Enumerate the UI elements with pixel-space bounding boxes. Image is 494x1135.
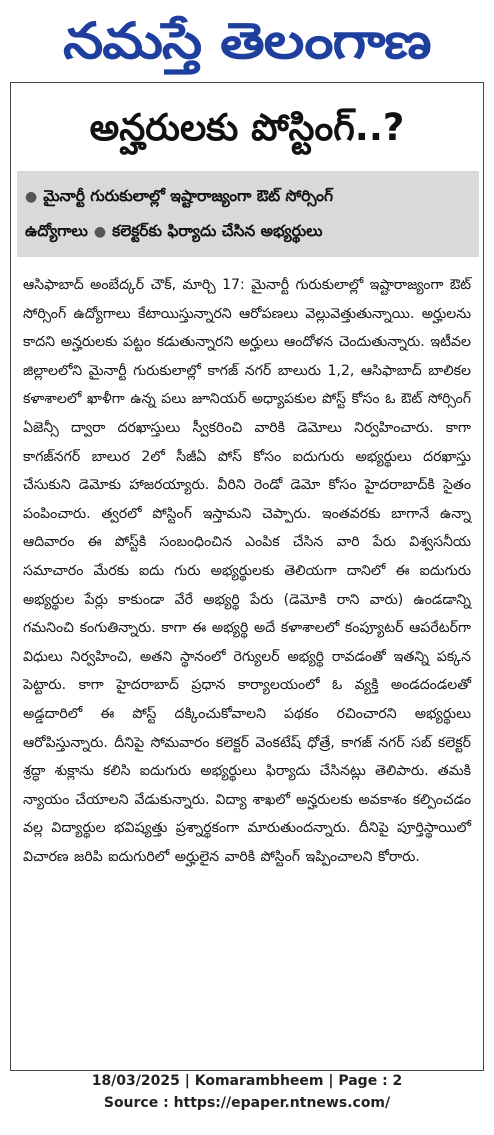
footer-date-edition: 18/03/2025 | Komarambheem | Page : 2 [91,1073,403,1089]
subhead-2: కలెక్టర్‌కు ఫిర్యాదు చేసిన అభ్యర్థులు [112,222,323,240]
footer-source-link[interactable]: Source : https://epaper.ntnews.com/ [103,1095,391,1111]
bullet-icon: ● [25,189,38,205]
bullet-icon: ● [93,224,107,240]
article-headline: అన్హరులకు పోస్టింగ్..? [89,106,405,149]
article-clipping [10,82,484,1071]
newspaper-logo: నమస్తే తెలంగాణ [63,12,431,70]
article-subhead-box [17,171,479,257]
article-body: ఆసిఫాబాద్ అంబేద్కర్ చౌక్, మార్చి 17: మైనార్టీ గురుకులాల్లో ఇష్టారాజ్యంగా ఔట్ సోర్సింగ్ ఉద్యోగాలు కేటాయిస్తున్నారని ఆరోపణలు వెల్లువెత్తుతున్నాయి. అర్హులను కాదని అన్హరులకు పట్టం కడుతున్నారని అర్హులు ఆందోళన చెందుతున్నారు. ఇటీవల జిల్లాలలోని మైనార్టీ గురుకులాల్లో కాగజ్ నగర్ బాలురు 1,2, ఆసిఫాబాద్ బాలికల కళాశాలలో ఖాళీగా ఉన్న పలు జూనియర్ అధ్యాపకుల పోస్ట్ కోసం ఓ ఔట్ సోర్సింగ్ ఏజెన్సీ ద్వారా దరఖాస్తులు స్వీకరించి వారికి డెమోలు నిర్వహించారు. కాగా కాగజ్‌నగర్ బాలుర 2లో సీజీఏ పోస్ కోసం ఐదుగురు అభ్యర్థులు దరఖాస్తు చేసుకుని డెమోకు హాజరయ్యారు. వీరిని రెండో డెమో కోసం హైదరాబాద్‌కి సైతం పంపించారు. త్వరలో పోస్టింగ్ ఇస్తామని చెప్పారు. ఇంతవరకు బాగానే ఉన్నా ఆదివారం ఈ పోస్ట్‌కి సంబంధించిన ఎంపిక చేసిన వారి పేరు విశ్వసనీయ సమాచారం మేరకు ఐదు గురు అభ్యర్థులకు తెలియగా దానిలో ఈ ఐదుగురు అభ్యర్థుల పేర్లు కాకుండా వేరే అభ్యర్థి పేరు (డెమోకి రాని వారు) ఉండడాన్ని గమనించి కంగుతిన్నారు. కాగా ఈ అభ్యర్థి అదే కళాశాలలో కంప్యూటర్ ఆపరేటర్‌గా విధులు నిర్వహించి, అతని స్థానంలో రెగ్యులర్ అభ్యర్థి రావడంతో ఇతన్ని పక్కన పెట్టారు. కాగా హైదరాబాద్ ప్రధాన కార్యాలయంలో ఓ వ్యక్తి అండదండలతో అడ్డదారిలో ఈ పోస్ట్ దక్కించుకోవాలని పథకం రచించారని అభ్యర్థులు ఆరోపిస్తున్నారు. దీనిపై సోమవారం కలెక్టర్ వెంకటేష్ ధోత్రే, కాగజ్ నగర్ సబ్ కలెక్టర్ శ్రద్ధా శుక్లాను కలిసి ఐదుగురు అభ్యర్థులు ఫిర్యాదు చేసినట్లు తెలిపారు. తమకి న్యాయం చేయాలని వేడుకున్నారు. విద్యా శాఖలో అన్హరులకు అవకాశం కల్పించడం వల్ల విద్యార్థుల భవిష్యత్తు ప్రశ్నార్థకంగా మారుతుందన్నారు. దీనిపై పూర్తిస్థాయిలో విచారణ జరిపి ఐదుగురిలో అర్హులైన వారికి పోస్టింగ్ ఇప్పించాలని కోరారు. [23,277,471,865]
subhead-1: మైనార్టీ గురుకులాల్లో ఇష్టారాజ్యంగా ఔట్ సోర్సింగ్ ఉద్యోగాలు [25,187,334,240]
masthead [0,6,494,76]
